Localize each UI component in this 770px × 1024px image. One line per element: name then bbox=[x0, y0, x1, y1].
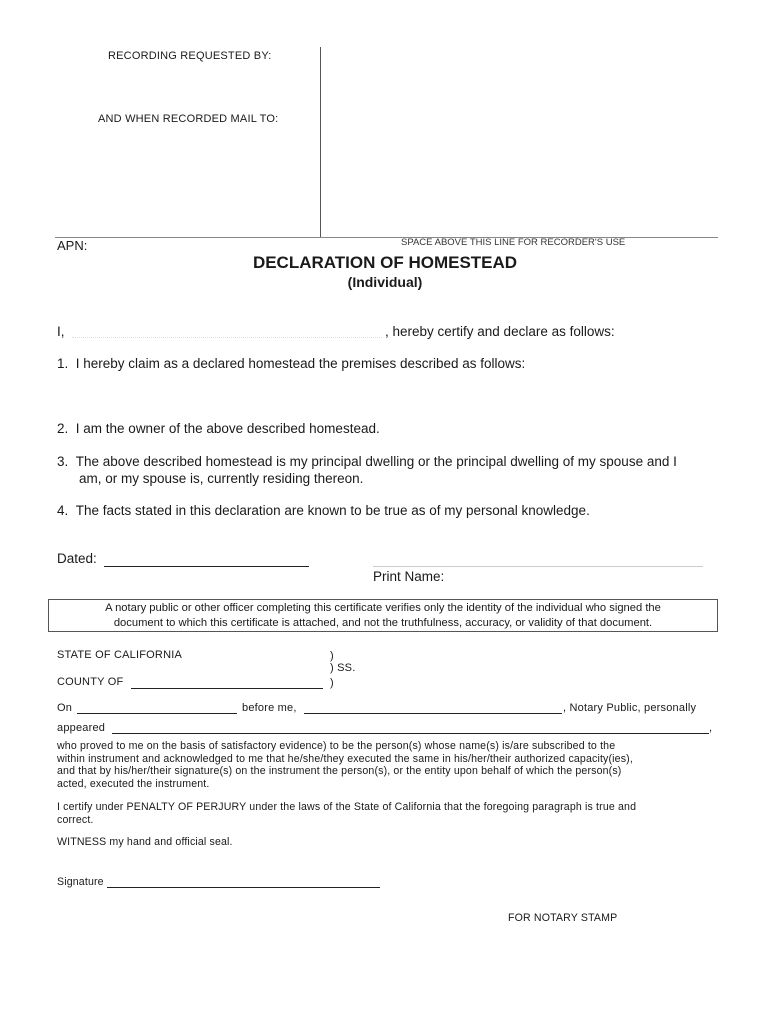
proved-line: who proved to me on the basis of satisfactory evidence) to be the person(s) whose name(s) is/are subscribed to the bbox=[57, 740, 616, 752]
perjury-line: I certify under PENALTY OF PERJURY under the laws of the State of California that the foregoing paragraph is true and bbox=[57, 801, 637, 813]
signature-field[interactable] bbox=[107, 887, 380, 888]
date-field[interactable] bbox=[77, 713, 237, 714]
perjury-line: correct. bbox=[57, 813, 94, 826]
header-vertical-divider bbox=[320, 47, 321, 237]
mail-to-label: AND WHEN RECORDED MAIL TO: bbox=[98, 113, 279, 125]
item-text: I hereby claim as a declared homestead the premises described as follows: bbox=[75, 356, 526, 371]
intro-suffix: , hereby certify and declare as follows: bbox=[385, 324, 615, 339]
print-name-label: Print Name: bbox=[373, 569, 445, 584]
recording-requested-label: RECORDING REQUESTED BY: bbox=[108, 50, 272, 62]
notary-stamp-label: FOR NOTARY STAMP bbox=[508, 912, 618, 924]
appeared-label: appeared bbox=[57, 722, 106, 734]
recorder-use-note: SPACE ABOVE THIS LINE FOR RECORDER'S USE bbox=[401, 237, 626, 248]
item-number: 1. bbox=[57, 356, 69, 371]
state-label: STATE OF CALIFORNIA bbox=[57, 649, 183, 661]
item-text: The above described homestead is my principal dwelling or the principal dwelling of my spouse and I bbox=[75, 454, 677, 469]
notice-line-2: document to which this certificate is attached, and not the truthfulness, accuracy, or validity of that document. bbox=[113, 617, 653, 629]
appeared-name-field[interactable] bbox=[112, 733, 709, 734]
declarant-name-field[interactable] bbox=[72, 337, 382, 338]
notary-notice-box bbox=[48, 599, 718, 632]
county-label: COUNTY OF bbox=[57, 676, 124, 688]
item-number: 3. bbox=[57, 454, 69, 469]
proved-line: and that by his/her/their signature(s) on the instrument the person(s), or the entity upon behalf of which the person(s) bbox=[57, 765, 622, 778]
intro-prefix: I, bbox=[57, 324, 65, 339]
proved-line: acted, executed the instrument. bbox=[57, 777, 210, 790]
dated-label: Dated: bbox=[57, 551, 97, 566]
witness-line: WITNESS my hand and official seal. bbox=[57, 836, 233, 848]
appeared-end: , bbox=[709, 722, 713, 734]
proved-paragraph bbox=[57, 740, 722, 790]
item-number: 2. bbox=[57, 421, 69, 436]
ss-label: ) SS. bbox=[330, 662, 356, 674]
venue-paren-3: ) bbox=[330, 677, 334, 689]
notary-name-field[interactable] bbox=[304, 713, 562, 714]
on-label: On bbox=[57, 702, 73, 714]
notice-line-1: A notary public or other officer completing this certificate verifies only the identity of the individual who signed the bbox=[105, 602, 661, 614]
item-number: 4. bbox=[57, 503, 69, 518]
item-4 bbox=[57, 503, 590, 518]
apn-label: APN: bbox=[57, 238, 88, 253]
venue-paren-1: ) bbox=[330, 650, 334, 662]
before-me-label: before me, bbox=[242, 702, 297, 714]
dated-field[interactable] bbox=[104, 566, 309, 567]
proved-line: within instrument and acknowledged to me that he/she/they executed the same in his/her/their authorized capacity(ies), bbox=[57, 752, 633, 765]
perjury-paragraph bbox=[57, 801, 722, 826]
item-3-continued: am, or my spouse is, currently residing thereon. bbox=[79, 471, 364, 486]
document-title: DECLARATION OF HOMESTEAD bbox=[252, 253, 518, 272]
item-text: I am the owner of the above described homestead. bbox=[75, 421, 380, 436]
county-field[interactable] bbox=[131, 688, 323, 689]
print-name-line[interactable] bbox=[373, 566, 703, 567]
signature-label: Signature bbox=[57, 876, 104, 888]
item-1 bbox=[57, 356, 525, 371]
notary-public-label: , Notary Public, personally bbox=[563, 702, 697, 714]
item-3 bbox=[57, 454, 677, 469]
item-text: The facts stated in this declaration are known to be true as of my personal knowledge. bbox=[75, 503, 590, 518]
document-subtitle: (Individual) bbox=[347, 274, 423, 290]
item-2 bbox=[57, 421, 380, 436]
